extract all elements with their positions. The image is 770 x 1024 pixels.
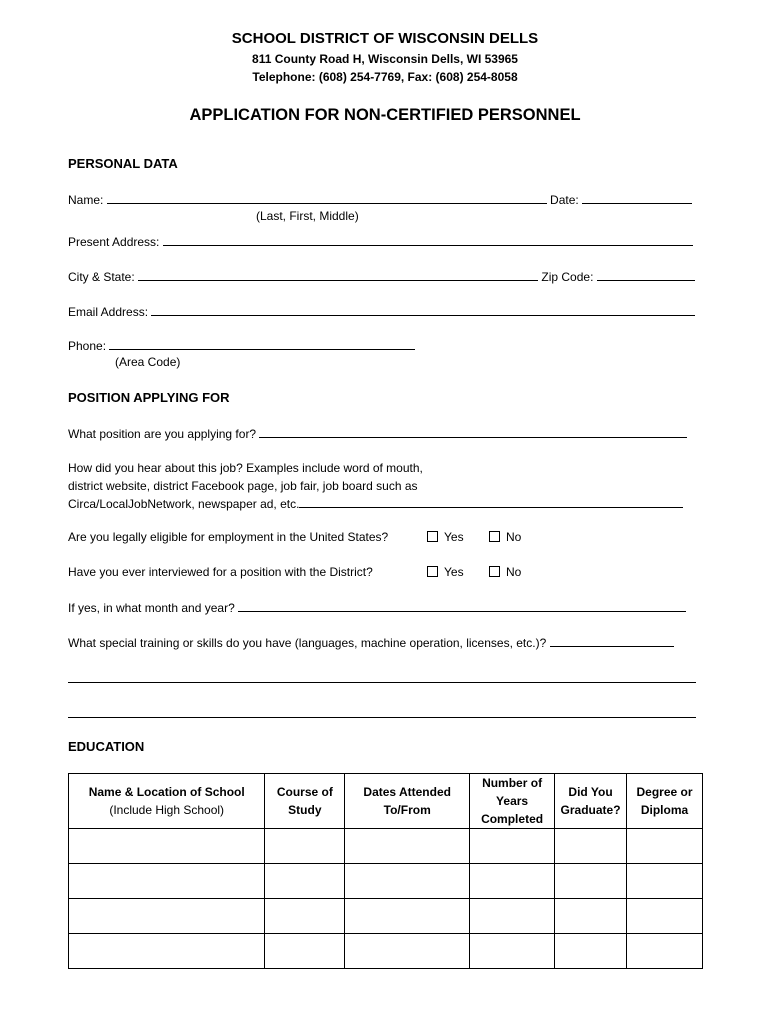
when-field[interactable] bbox=[238, 599, 686, 612]
table-cell[interactable] bbox=[265, 829, 345, 864]
table-cell[interactable] bbox=[627, 934, 703, 969]
table-cell[interactable] bbox=[265, 934, 345, 969]
skills-field[interactable] bbox=[550, 634, 674, 647]
table-cell[interactable] bbox=[69, 829, 265, 864]
table-row bbox=[69, 864, 703, 899]
date-field[interactable] bbox=[582, 191, 692, 204]
education-heading: EDUCATION bbox=[68, 739, 145, 754]
yes-label: Yes bbox=[444, 565, 464, 579]
hear-question-line-3: Circa/LocalJobNetwork, newspaper ad, etc. bbox=[68, 497, 300, 511]
table-cell[interactable] bbox=[555, 899, 627, 934]
phone-row bbox=[68, 337, 700, 353]
hear-question bbox=[68, 459, 708, 513]
table-cell[interactable] bbox=[265, 899, 345, 934]
checkbox-icon[interactable] bbox=[489, 531, 500, 542]
yes-label: Yes bbox=[444, 530, 464, 544]
table-cell[interactable] bbox=[345, 899, 470, 934]
interviewed-question: Have you ever interviewed for a position with the District? bbox=[68, 565, 373, 579]
table-cell[interactable] bbox=[470, 899, 555, 934]
district-address: 811 County Road H, Wisconsin Dells, WI 53965 bbox=[252, 52, 518, 66]
education-table bbox=[68, 773, 703, 969]
city-row bbox=[68, 268, 700, 284]
col-degree: Degree or Diploma bbox=[627, 774, 703, 829]
hear-field[interactable] bbox=[299, 495, 683, 508]
address-field[interactable] bbox=[163, 233, 693, 246]
table-cell[interactable] bbox=[69, 934, 265, 969]
table-cell[interactable] bbox=[470, 934, 555, 969]
education-header-row bbox=[69, 774, 703, 829]
table-cell[interactable] bbox=[345, 864, 470, 899]
table-cell[interactable] bbox=[470, 829, 555, 864]
interviewed-yes-option[interactable] bbox=[427, 565, 464, 579]
table-cell[interactable] bbox=[345, 829, 470, 864]
col-graduate: Did You Graduate? bbox=[555, 774, 627, 829]
personal-data-heading: PERSONAL DATA bbox=[68, 156, 178, 171]
hear-question-line-1: How did you hear about this job? Examples include word of mouth, bbox=[68, 461, 423, 475]
table-cell[interactable] bbox=[265, 864, 345, 899]
city-field[interactable] bbox=[138, 268, 538, 281]
name-hint: (Last, First, Middle) bbox=[256, 209, 359, 223]
checkbox-icon[interactable] bbox=[489, 566, 500, 577]
zip-field[interactable] bbox=[597, 268, 695, 281]
position-field[interactable] bbox=[259, 425, 687, 438]
position-heading: POSITION APPLYING FOR bbox=[68, 390, 230, 405]
table-row bbox=[69, 934, 703, 969]
district-name: SCHOOL DISTRICT OF WISCONSIN DELLS bbox=[231, 30, 539, 47]
col-dates: Dates Attended To/From bbox=[345, 774, 470, 829]
eligible-no-option[interactable] bbox=[489, 530, 521, 544]
city-label: City & State: bbox=[68, 270, 135, 284]
table-cell[interactable] bbox=[627, 899, 703, 934]
table-cell[interactable] bbox=[555, 934, 627, 969]
position-question: What position are you applying for? bbox=[68, 427, 257, 441]
email-label: Email Address: bbox=[68, 305, 149, 319]
table-cell[interactable] bbox=[555, 829, 627, 864]
phone-field[interactable] bbox=[109, 337, 415, 350]
table-row bbox=[69, 829, 703, 864]
name-field[interactable] bbox=[107, 191, 547, 204]
skills-question: What special training or skills do you have (languages, machine operation, licenses, etc.)? bbox=[68, 636, 547, 650]
district-phone-fax: Telephone: (608) 254-7769, Fax: (608) 254-8058 bbox=[252, 70, 518, 84]
interviewed-no-option[interactable] bbox=[489, 565, 521, 579]
when-question: If yes, in what month and year? bbox=[68, 601, 235, 615]
eligible-yes-option[interactable] bbox=[427, 530, 464, 544]
col-years: Number of Years Completed bbox=[470, 774, 555, 829]
table-row bbox=[69, 899, 703, 934]
date-label: Date: bbox=[550, 193, 579, 207]
email-field[interactable] bbox=[151, 303, 695, 316]
name-label: Name: bbox=[68, 193, 104, 207]
no-label: No bbox=[506, 530, 522, 544]
name-row bbox=[68, 191, 700, 207]
table-cell[interactable] bbox=[627, 864, 703, 899]
table-cell[interactable] bbox=[69, 864, 265, 899]
address-label: Present Address: bbox=[68, 235, 160, 249]
form-title: APPLICATION FOR NON-CERTIFIED PERSONNEL bbox=[189, 106, 581, 124]
table-cell[interactable] bbox=[627, 829, 703, 864]
skills-extra-line-1[interactable] bbox=[68, 682, 696, 683]
col-school: Name & Location of School (Include High School) bbox=[69, 774, 265, 829]
skills-extra-line-2[interactable] bbox=[68, 717, 696, 718]
no-label: No bbox=[506, 565, 522, 579]
hear-question-line-2: district website, district Facebook page, job fair, job board such as bbox=[68, 479, 418, 493]
table-cell[interactable] bbox=[470, 864, 555, 899]
address-row bbox=[68, 233, 700, 249]
table-cell[interactable] bbox=[69, 899, 265, 934]
email-row bbox=[68, 303, 700, 319]
table-cell[interactable] bbox=[345, 934, 470, 969]
eligible-question: Are you legally eligible for employment in the United States? bbox=[68, 530, 389, 544]
checkbox-icon[interactable] bbox=[427, 566, 438, 577]
checkbox-icon[interactable] bbox=[427, 531, 438, 542]
phone-label: Phone: bbox=[68, 339, 107, 353]
skills-row bbox=[68, 634, 700, 650]
zip-label: Zip Code: bbox=[541, 270, 594, 284]
phone-hint: (Area Code) bbox=[115, 355, 181, 369]
when-row bbox=[68, 599, 700, 615]
table-cell[interactable] bbox=[555, 864, 627, 899]
col-course: Course of Study bbox=[265, 774, 345, 829]
position-row bbox=[68, 425, 700, 441]
